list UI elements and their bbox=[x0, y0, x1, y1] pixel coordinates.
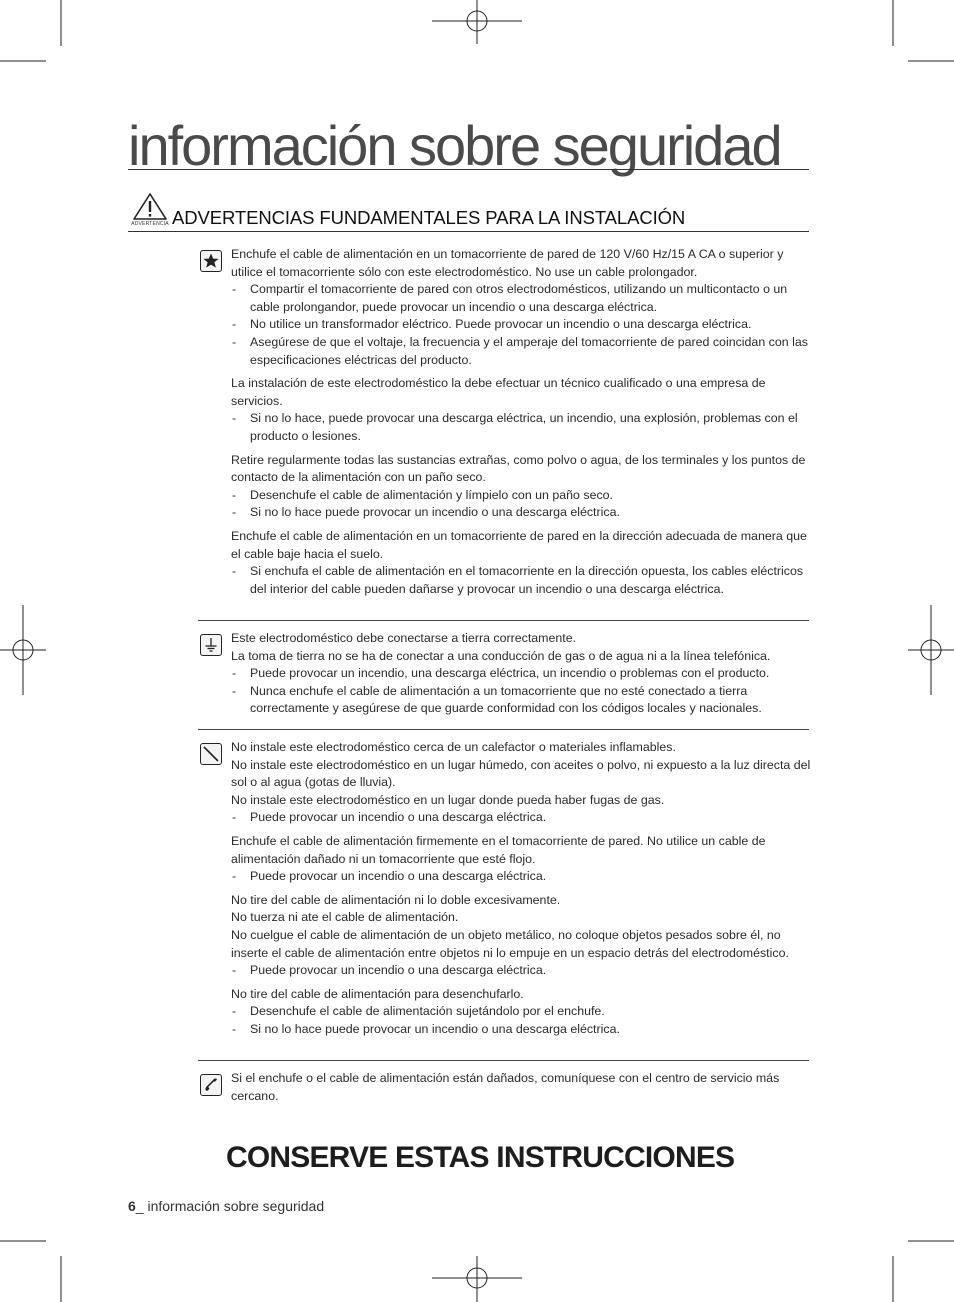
safety-group-installation bbox=[198, 729, 809, 1061]
prohibited-icon bbox=[200, 743, 222, 765]
bullet-item: - Si enchufa el cable de alimentación en el tomacorriente en la dirección opuesta, los cables eléctricos del interior del cable pueden dañarse y provocar un incendio o una descarga eléctrica. bbox=[231, 563, 811, 598]
group-text bbox=[231, 630, 811, 724]
group-text bbox=[231, 246, 811, 604]
paragraph bbox=[231, 246, 811, 281]
bullet-item: - Si no lo hace puede provocar un incendio o una descarga eléctrica. bbox=[231, 504, 811, 522]
bullet-list bbox=[231, 809, 811, 827]
paragraph-line: No instale este electrodoméstico cerca de un calefactor o materiales inflamables. bbox=[231, 740, 676, 754]
bullet-list bbox=[231, 868, 811, 886]
safety-group-power bbox=[198, 244, 809, 621]
footer-text: _ información sobre seguridad bbox=[135, 1198, 325, 1214]
section-heading: ADVERTENCIAS FUNDAMENTALES PARA LA INSTALACIÓN bbox=[172, 207, 686, 228]
paragraph-line: No instale este electrodoméstico en un lugar húmedo, con aceites o polvo, ni expuesto a la luz directa del sol o al agua (gotas de lluvia). bbox=[231, 757, 811, 790]
section-rule bbox=[128, 231, 809, 232]
paragraph bbox=[231, 892, 811, 962]
bullet-item: - Puede provocar un incendio, una descarga eléctrica, un incendio o problemas con el producto. bbox=[231, 665, 811, 683]
paragraph bbox=[231, 375, 811, 410]
paragraph-line: Este electrodoméstico debe conectarse a tierra correctamente. bbox=[231, 631, 577, 645]
warning-symbol bbox=[128, 192, 172, 227]
paragraph-line: La instalación de este electrodoméstico la debe efectuar un técnico cualificado o una empresa de servicios. bbox=[231, 376, 766, 408]
paragraph-line: Si el enchufe o el cable de alimentación están dañados, comuníquese con el centro de servicio más cercano. bbox=[231, 1071, 780, 1103]
bullet-list bbox=[231, 962, 811, 980]
bullet-item: - Puede provocar un incendio o una descarga eléctrica. bbox=[231, 868, 811, 886]
bullet-list bbox=[231, 281, 811, 369]
page-footer bbox=[128, 1198, 324, 1214]
paragraph-line: Enchufe el cable de alimentación firmemente en el tomacorriente de pared. No utilice un cable de alimentación dañado ni un tomacorriente que esté flojo. bbox=[231, 833, 766, 866]
safety-group-service bbox=[198, 1060, 809, 1120]
paragraph-line: No instale este electrodoméstico en un lugar donde pueda haber fugas de gas. bbox=[231, 792, 665, 807]
paragraph-line: No tuerza ni ate el cable de alimentación. bbox=[231, 910, 459, 925]
paragraph-line: Enchufe el cable de alimentación en un tomacorriente de pared de 120 V/60 Hz/15 A CA o superior y utilice el tomacorriente sólo con este electrodoméstico. No use un cable prolongador. bbox=[231, 247, 784, 279]
bullet-item: - Compartir el tomacorriente de pared con otros electrodomésticos, utilizando un multicontacto o un cable prolongandor, puede provocar un incendio o una descarga eléctrica. bbox=[231, 281, 811, 316]
paragraph bbox=[231, 833, 811, 868]
safety-group-grounding bbox=[198, 620, 809, 730]
closing-heading: CONSERVE ESTAS INSTRUCCIONES bbox=[226, 1141, 735, 1174]
paragraph-line: La toma de tierra no se ha de conectar a una conducción de gas o de agua ni a la línea telefónica. bbox=[231, 648, 771, 663]
paragraph-line: Retire regularmente todas las sustancias extrañas, como polvo o agua, de los terminales y los puntos de contacto de la alimentación con un paño seco. bbox=[231, 452, 806, 485]
bullet-item: - Si no lo hace puede provocar un incendio o una descarga eléctrica. bbox=[231, 1021, 811, 1039]
bullet-list bbox=[231, 487, 811, 522]
warning-triangle-icon bbox=[128, 192, 172, 222]
paragraph-line: Enchufe el cable de alimentación en un tomacorriente de pared en la dirección adecuada de manera que el cable baje hacia el suelo. bbox=[231, 528, 807, 561]
paragraph bbox=[231, 630, 811, 665]
bullet-item: - Nunca enchufe el cable de alimentación a un tomacorriente que no esté conectado a tierra correctamente y asegúrese de que guarde conformidad con los códigos locales y nacionales. bbox=[231, 683, 811, 718]
paragraph bbox=[231, 739, 811, 809]
group-text bbox=[231, 1070, 811, 1105]
paragraph-line: No tire del cable de alimentación ni lo doble excesivamente. bbox=[231, 892, 561, 907]
ground-icon bbox=[200, 634, 222, 656]
bullet-item: - Si no lo hace, puede provocar una descarga eléctrica, un incendio, una explosión, problemas con el producto o lesiones. bbox=[231, 410, 811, 445]
bullet-item: - Puede provocar un incendio o una descarga eléctrica. bbox=[231, 962, 811, 980]
bullet-item: - Desenchufe el cable de alimentación sujetándolo por el enchufe. bbox=[231, 1003, 811, 1021]
warning-label: ADVERTENCIA bbox=[131, 221, 169, 227]
paragraph bbox=[231, 1070, 811, 1105]
page-title: información sobre seguridad bbox=[128, 114, 781, 177]
title-rule bbox=[128, 169, 809, 170]
star-icon bbox=[200, 250, 222, 272]
group-text bbox=[231, 739, 811, 1045]
paragraph-line: No cuelgue el cable de alimentación de un objeto metálico, no coloque objetos pesados sobre él, no inserte el cable de alimentación entre objetos ni lo empuje en un espacio detrás del electrodoméstico. bbox=[231, 927, 789, 960]
phone-icon bbox=[200, 1074, 222, 1096]
bullet-item: - Desenchufe el cable de alimentación y límpielo con un paño seco. bbox=[231, 487, 811, 505]
bullet-list bbox=[231, 410, 811, 445]
bullet-list bbox=[231, 665, 811, 718]
paragraph bbox=[231, 986, 811, 1004]
bullet-item: - No utilice un transformador eléctrico. Puede provocar un incendio o una descarga eléctrica. bbox=[231, 316, 811, 334]
paragraph bbox=[231, 528, 811, 563]
bullet-item: - Asegúrese de que el voltaje, la frecuencia y el amperaje del tomacorriente de pared coincidan con las especificaciones eléctricas del producto. bbox=[231, 334, 811, 369]
bullet-list bbox=[231, 1003, 811, 1038]
bullet-item: - Puede provocar un incendio o una descarga eléctrica. bbox=[231, 809, 811, 827]
paragraph-line: No tire del cable de alimentación para desenchufarlo. bbox=[231, 986, 524, 1001]
bullet-list bbox=[231, 563, 811, 598]
page-number: 6 bbox=[128, 1198, 136, 1214]
paragraph bbox=[231, 452, 811, 487]
